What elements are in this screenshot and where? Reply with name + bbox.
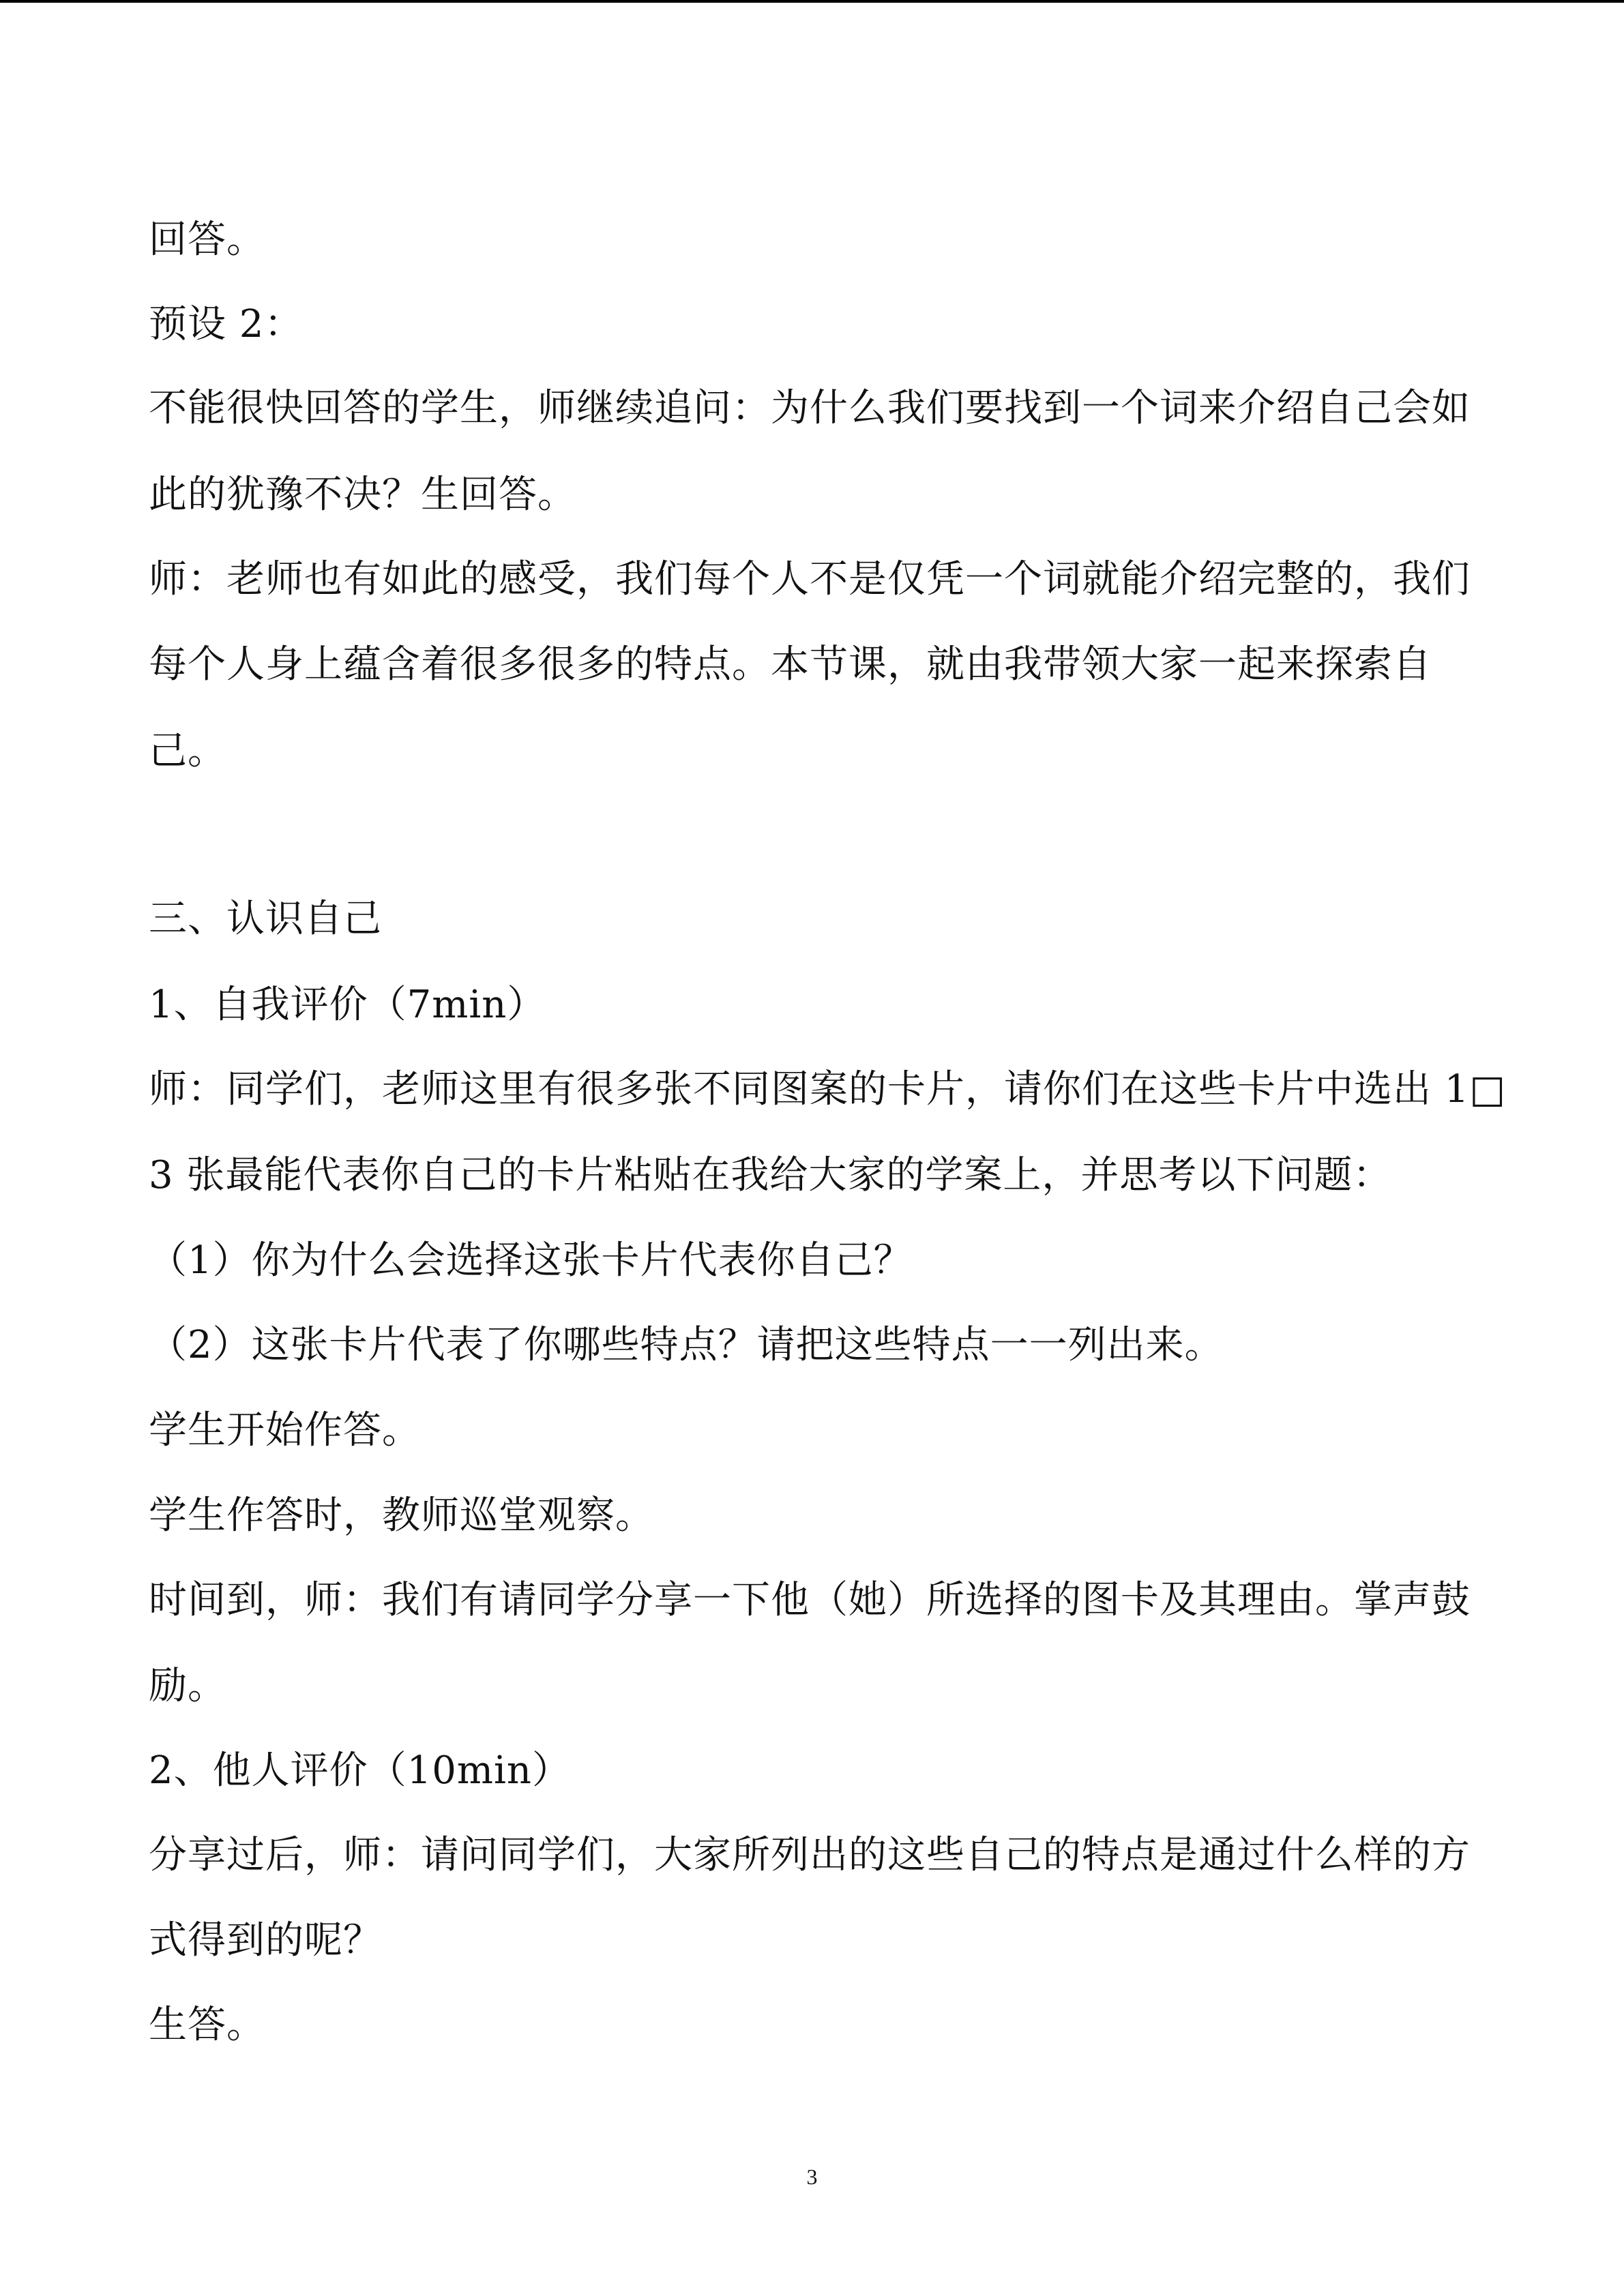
paragraph-line: 回答。	[149, 218, 265, 262]
paragraph-line: 己。	[149, 729, 226, 773]
section-heading: 三、认识自己	[149, 897, 382, 941]
paragraph-line: 生答。	[149, 2003, 265, 2047]
question-item: （2）这张卡片代表了你哪些特点？请把这些特点一一列出来。	[149, 1323, 1224, 1367]
paragraph-line: 式得到的呢？	[149, 1918, 382, 1963]
paragraph-line: 此的犹豫不决？生回答。	[149, 473, 576, 517]
paragraph-line: 学生开始作答。	[149, 1408, 421, 1452]
subsection-heading: 2、他人评价（10min）	[149, 1748, 571, 1793]
page-number: 3	[806, 2164, 818, 2189]
paragraph-line: 3 张最能代表你自己的卡片粘贴在我给大家的学案上，并思考以下问题：	[149, 1153, 1392, 1197]
paragraph-line: 师：老师也有如此的感受，我们每个人不是仅凭一个词就能介绍完整的，我们	[149, 557, 1471, 601]
paragraph-line: 每个人身上蕴含着很多很多的特点。本节课，就由我带领大家一起来探索自	[149, 642, 1432, 687]
paragraph-line: 不能很快回答的学生，师继续追问：为什么我们要找到一个词来介绍自己会如	[149, 386, 1471, 430]
paragraph-line: 分享过后，师：请问同学们，大家所列出的这些自己的特点是通过什么样的方	[149, 1833, 1471, 1877]
paragraph-line: 励。	[149, 1664, 226, 1708]
paragraph-line: 师：同学们，老师这里有很多张不同图案的卡片，请你们在这些卡片中选出 1□	[149, 1067, 1507, 1112]
question-item: （1）你为什么会选择这张卡片代表你自己？	[149, 1238, 913, 1283]
paragraph-line: 预设 2：	[149, 302, 304, 346]
subsection-heading: 1、自我评价（7min）	[149, 983, 546, 1027]
paragraph-line: 学生作答时，教师巡堂观察。	[149, 1493, 654, 1538]
paragraph-line: 时间到，师：我们有请同学分享一下他（她）所选择的图卡及其理由。掌声鼓	[149, 1578, 1471, 1622]
